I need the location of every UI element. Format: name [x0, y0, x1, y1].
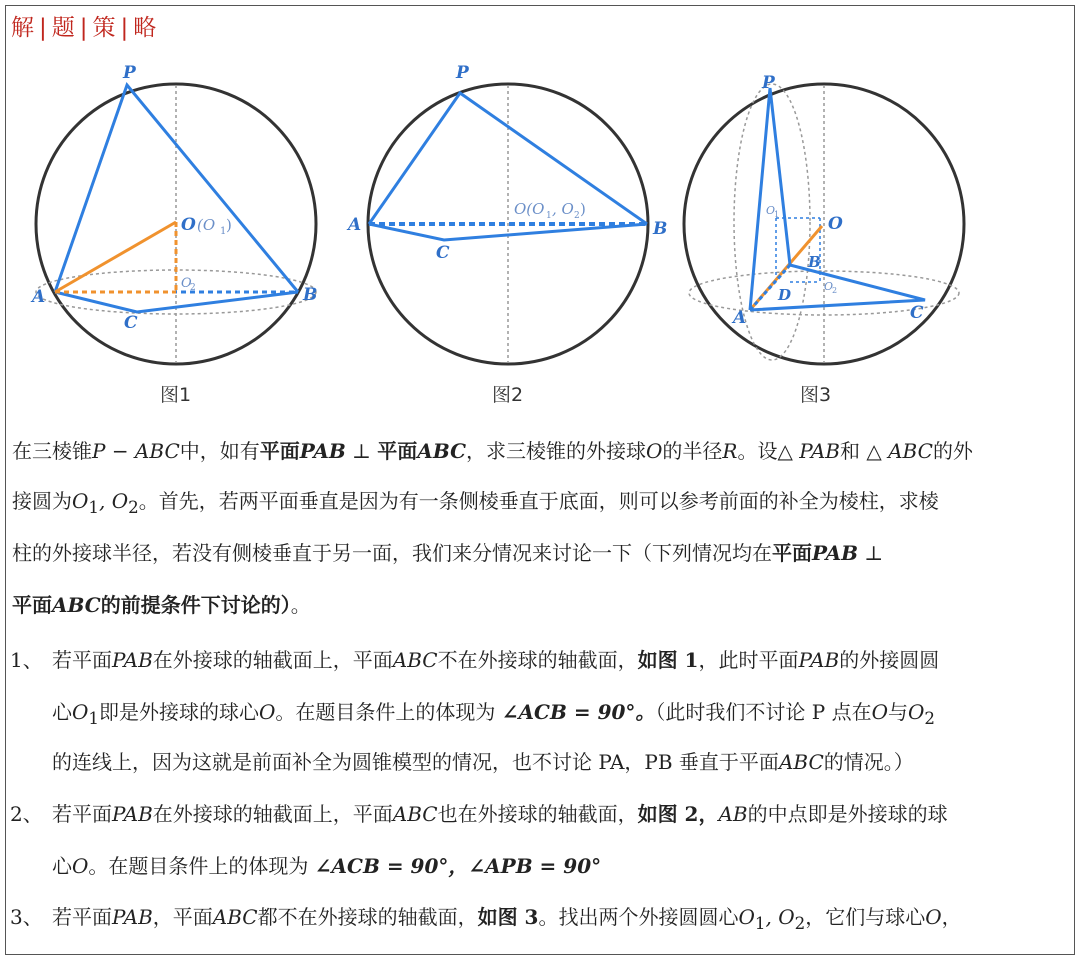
label-o2: O: [181, 276, 192, 291]
text-run: ABC: [212, 905, 258, 929]
text-run: ABC: [417, 439, 467, 463]
label-o-sub1: 1: [546, 211, 552, 221]
text-run: ，: [941, 905, 962, 929]
text-run: 2、: [10, 802, 43, 826]
label-o-close: ): [580, 200, 586, 218]
figure-2: [346, 63, 667, 364]
text-run: 平面: [772, 541, 812, 565]
text-run: 1: [88, 709, 100, 728]
text-run: 。: [290, 593, 311, 617]
label-b: B: [653, 219, 668, 239]
figure-3: [684, 73, 964, 364]
intro-line-2: [12, 488, 1062, 521]
text-run: 的外接圆圆: [839, 648, 940, 672]
label-o: O(O: [514, 200, 545, 218]
text-run: 。在题目条件上的体现为: [275, 700, 502, 724]
text-run: （此时我们不讨论 P 点在: [655, 700, 872, 724]
text-run: 的外: [932, 439, 973, 463]
text-run: 的连线上，因为这就是前面补全为圆锥模型的情况，也不讨论 PA，PB 垂直于平面: [52, 750, 779, 774]
label-o: O: [828, 214, 843, 234]
text-run: ABC: [392, 648, 438, 672]
text-run: R: [722, 439, 738, 463]
text-run: 。设△: [737, 439, 800, 463]
label-o1: O: [766, 204, 776, 217]
text-run: 如图 3: [477, 905, 539, 929]
text-run: 如图 2，: [637, 802, 719, 826]
text-run: O: [259, 700, 276, 724]
text-run: 平面: [12, 593, 52, 617]
text-run: ∠ACB = 90°，∠APB = 90°: [314, 854, 602, 878]
list-item-1-line-1: [10, 644, 1060, 673]
text-run: ABC: [52, 593, 101, 617]
label-o-mid: , O: [552, 200, 574, 218]
text-run: PAB: [112, 648, 153, 672]
label-o-paren: (O: [197, 216, 216, 234]
text-run: PAB: [112, 905, 153, 929]
text-run: 都不在外接球的轴截面，: [257, 905, 478, 929]
text-run: 。首先，若两平面垂直是因为有一条侧棱垂直于底面，则可以参考前面的补全为棱柱，求棱: [138, 489, 939, 513]
label-a: A: [32, 287, 46, 307]
label-o-sub: 1: [220, 226, 227, 237]
text-run: 若平面: [52, 802, 112, 826]
text-run: 平面: [377, 439, 418, 463]
list-item-2-line-1: [10, 798, 1060, 827]
label-o2-sub: 2: [832, 286, 838, 295]
figure-caption: 图3: [800, 384, 832, 406]
title-separator: |: [120, 15, 130, 41]
text-run: 不在外接球的轴截面，: [437, 648, 638, 672]
label-b: B: [808, 253, 821, 271]
text-run: 1: [88, 498, 100, 517]
edges-pa-pb: [750, 88, 790, 310]
text-run: 中，如有: [179, 439, 260, 463]
text-run: 。找出两个外接圆圆心: [538, 905, 739, 929]
label-p: P: [123, 63, 136, 83]
title-char: 题: [51, 15, 76, 41]
label-a: A: [733, 308, 747, 328]
list-item-3-line-1: [10, 901, 1060, 933]
text-run: O: [646, 439, 663, 463]
radius-ao: [55, 222, 176, 292]
text-run: O: [72, 854, 89, 878]
text-run: P − ABC: [92, 439, 180, 463]
text-run: 平面: [259, 439, 300, 463]
text-run: 2: [924, 709, 935, 728]
text-run: , O: [765, 905, 795, 929]
label-p: P: [456, 63, 469, 83]
label-o2: O: [824, 280, 834, 293]
list-item-1-line-2: [52, 696, 1080, 728]
text-run: 如图 1: [637, 648, 699, 672]
label-p: P: [762, 73, 775, 93]
text-run: O: [925, 905, 942, 929]
text-run: AB: [718, 802, 748, 826]
label-c: C: [910, 303, 924, 323]
text-run: 。在题目条件上的体现为: [88, 854, 315, 878]
text-run: 的前提条件下讨论的）: [100, 593, 291, 617]
label-o-sub2: 2: [574, 211, 580, 221]
text-run: ，它们与球心: [805, 905, 926, 929]
text-run: 也在外接球的轴截面，: [437, 802, 638, 826]
text-run: 柱的外接球半径，若没有侧棱垂直于另一面，我们来分情况来讨论一下（下列情况均在: [12, 541, 772, 565]
text-run: 3、: [10, 905, 43, 929]
text-run: 心: [52, 700, 72, 724]
text-run: O: [871, 700, 888, 724]
text-run: ，此时平面: [698, 648, 799, 672]
text-run: 在外接球的轴截面上，平面: [152, 648, 393, 672]
text-run: 和 △: [840, 439, 889, 463]
figure-caption: 图1: [160, 384, 192, 406]
text-run: 在外接球的轴截面上，平面: [152, 802, 393, 826]
text-run: 若平面: [52, 648, 112, 672]
text-run: ⊥: [345, 439, 378, 463]
text-run: ABC: [888, 439, 933, 463]
text-run: ∠ACB = 90°。: [501, 700, 656, 724]
text-run: 若平面: [52, 905, 112, 929]
text-run: PAB: [812, 541, 859, 565]
title-separator: |: [39, 15, 48, 41]
intro-line-3: [12, 540, 1062, 566]
title-separator: |: [79, 15, 89, 41]
label-d: D: [778, 286, 792, 304]
label-c: C: [124, 313, 138, 333]
text-run: O: [738, 905, 755, 929]
text-run: 1: [754, 914, 766, 933]
label-o2-sub: 2: [190, 283, 196, 293]
text-run: 即是外接球的球心: [99, 700, 260, 724]
label-o: O: [181, 215, 196, 235]
figure-1: [30, 63, 317, 364]
text-run: 在三棱锥: [12, 439, 92, 463]
text-run: ，求三棱锥的外接球: [466, 439, 647, 463]
title-char: 略: [133, 15, 158, 41]
text-run: PAB: [799, 439, 840, 463]
text-run: 的情况。）: [823, 750, 914, 774]
label-o-close: ): [226, 216, 232, 234]
figure-caption: 图2: [492, 384, 524, 406]
intro-line-1: [12, 438, 1062, 464]
text-run: ，平面: [152, 905, 213, 929]
text-run: 1、: [10, 648, 43, 672]
text-run: PAB: [112, 802, 153, 826]
label-a: A: [348, 215, 362, 235]
list-item-1-line-3: [52, 746, 1080, 775]
text-run: PAB: [299, 439, 346, 463]
text-run: 2: [128, 498, 139, 517]
text-run: O: [72, 700, 89, 724]
text-run: 接圆为: [12, 489, 72, 513]
text-run: , O: [99, 489, 129, 513]
text-run: ⊥: [858, 541, 884, 565]
text-run: 心: [52, 854, 72, 878]
list-item-2-line-2: [52, 850, 1080, 879]
figures-svg: [0, 0, 1080, 420]
label-o1-sub: 1: [774, 210, 780, 219]
intro-line-4: [12, 592, 1062, 618]
text-run: O: [72, 489, 89, 513]
text-run: PAB: [798, 648, 840, 672]
text-run: O: [907, 700, 925, 724]
text-run: 与: [887, 700, 908, 724]
text-run: 的中点即是外接球的球: [747, 802, 948, 826]
label-b: B: [303, 285, 318, 305]
title-char: 解: [11, 15, 35, 41]
label-c: C: [436, 243, 450, 263]
text-run: ABC: [392, 802, 438, 826]
text-run: 的半径: [662, 439, 723, 463]
title-char: 策: [92, 15, 117, 41]
text-run: ABC: [778, 750, 824, 774]
text-run: 2: [794, 914, 806, 933]
